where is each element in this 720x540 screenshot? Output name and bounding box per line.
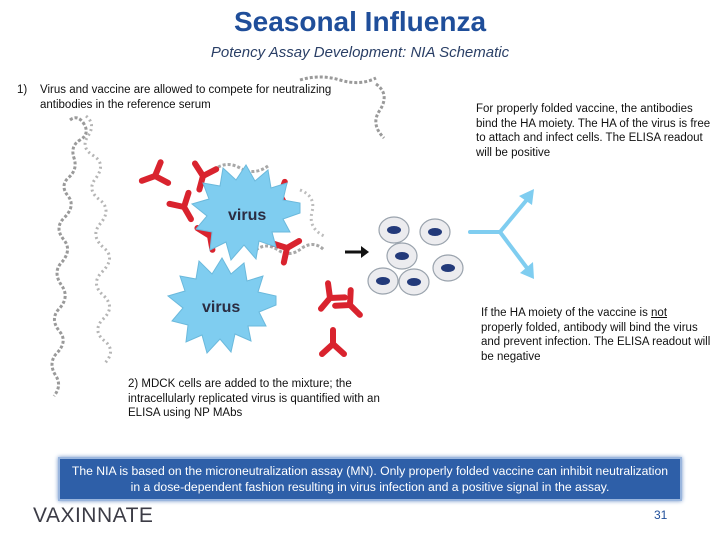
- misfolded-note-underlined: not: [651, 307, 668, 319]
- antibody-icon: [313, 283, 345, 316]
- virus-label-bottom: virus: [202, 299, 241, 316]
- step1-text: Virus and vaccine are allowed to compete for neutralizing antibodies in the reference serum: [40, 84, 332, 111]
- antibody-icon: [169, 193, 200, 225]
- page-subtitle: Potency Assay Development: NIA Schematic: [210, 44, 510, 61]
- virus-bottom-icon: [168, 258, 276, 353]
- step1-number: 1): [17, 84, 28, 96]
- antibody-icon: [138, 162, 168, 191]
- y-shaped-antibody-icon: [470, 189, 534, 279]
- misfolded-note-before: If the HA moiety of the vaccine is: [481, 307, 652, 319]
- folded-vaccine-note: For properly folded vaccine, the antibodies bind the HA moiety. The HA of the virus is free to attach and infect cells. The ELISA readout will be positive: [476, 103, 711, 159]
- summary-banner-text: The NIA is based on the microneutralization assay (MN). Only properly folded vaccine can inhibit neutralization in a dose-dependent fashion resulting in virus infection and a positive signal in the assay.: [71, 464, 669, 494]
- mdck-cell-icon: [368, 268, 398, 294]
- virus-label-top: virus: [228, 207, 267, 224]
- antibody-icon: [322, 330, 344, 354]
- mdck-cell-icon: [420, 219, 450, 245]
- right-arrow-icon: [345, 246, 369, 258]
- mdck-cells: [368, 217, 463, 295]
- mdck-cell-icon: [379, 217, 409, 243]
- misfolded-note-after: properly folded, antibody will bind the virus and prevent infection. The ELISA readout will be negative: [481, 321, 711, 363]
- mdck-cell-icon: [387, 243, 417, 269]
- summary-banner: [58, 457, 682, 501]
- antibody-icon: [273, 231, 305, 262]
- mdck-cell-icon: [433, 255, 463, 281]
- mdck-cell-icon: [399, 269, 429, 295]
- page-title: Seasonal Influenza: [233, 6, 487, 37]
- misfolded-vaccine-note: [481, 306, 711, 364]
- page-number: 31: [654, 508, 668, 522]
- vaxinnate-logo: VAXINNATE: [33, 504, 154, 527]
- step2-text: 2) MDCK cells are added to the mixture; the intracellularly replicated virus is quantified with an ELISA using NP MAbs: [128, 378, 380, 419]
